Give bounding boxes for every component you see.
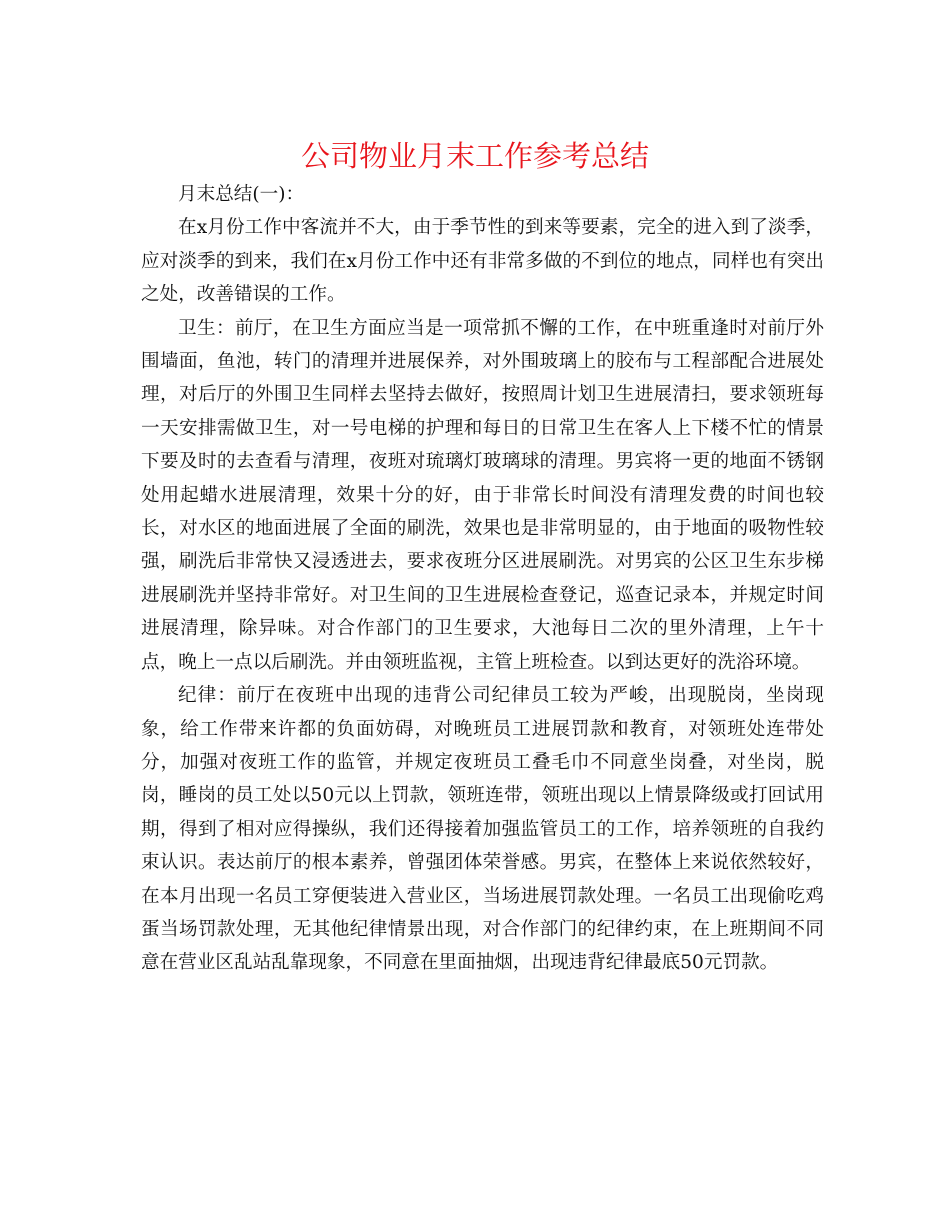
hygiene-paragraph: 卫生：前厅，在卫生方面应当是一项常抓不懈的工作，在中班重逢时对前厅外围墙面，鱼池，转门的清理并进展保养，对外围玻璃上的胶布与工程部配合进展处理，对后厅的外围卫生同样去坚持去做好，按照周计划卫生进展清扫，要求领班每一天安排需做卫生，对一号电梯的护理和每日的日常卫生在客人上下楼不忙的情景下要及时的去查看与清理，夜班对琉璃灯玻璃球的清理。男宾将一更的地面不锈钢处用起蜡水进展清理，效果十分的好，由于非常长时间没有清理发费的时间也较长，对水区的地面进展了全面的刷洗，效果也是非常明显的，由于地面的吸物性较强，刷洗后非常快又浸透进去，要求夜班分区进展刷洗。对男宾的公区卫生东步梯进展刷洗并坚持非常好。对卫生间的卫生进展检查登记，巡查记录本，并规定时间进展清理，除异味。对合作部门的卫生要求，大池每日二次的里外清理，上午十点，晚上一点以后刷洗。并由领班监视，主管上班检查。以到达更好的洗浴环境。 (141, 317, 824, 673)
document-body (141, 178, 824, 980)
section-heading-paragraph: 月末总结(一)： (178, 184, 305, 205)
intro-paragraph: 在x月份工作中客流并不大，由于季节性的到来等要素，完全的进入到了淡季，应对淡季的到来，我们在x月份工作中还有非常多做的不到位的地点，同样也有突出之处，改善错误的工作。 (141, 217, 824, 306)
document-title: 公司物业月末工作参考总结 (300, 139, 649, 173)
discipline-paragraph: 纪律：前厅在夜班中出现的违背公司纪律员工较为严峻，出现脱岗，坐岗现象，给工作带来许都的负面妨碍，对晚班员工进展罚款和教育，对领班处连带处分，加强对夜班工作的监管，并规定夜班员工叠毛巾不同意坐岗叠，对坐岗，脱岗，睡岗的员工处以50元以上罚款，领班连带，领班出现以上情景降级或打回试用期，得到了相对应得操纵，我们还得接着加强监管员工的工作，培养领班的自我约束认识。表达前厅的根本素养，曾强团体荣誉感。男宾，在整体上来说依然较好，在本月出现一名员工穿便装进入营业区，当场进展罚款处理。一名员工出现偷吃鸡蛋当场罚款处理，无其他纪律情景出现，对合作部门的纪律约束，在上班期间不同意在营业区乱站乱靠现象，不同意在里面抽烟，出现违背纪律最底50元罚款。 (141, 685, 824, 974)
